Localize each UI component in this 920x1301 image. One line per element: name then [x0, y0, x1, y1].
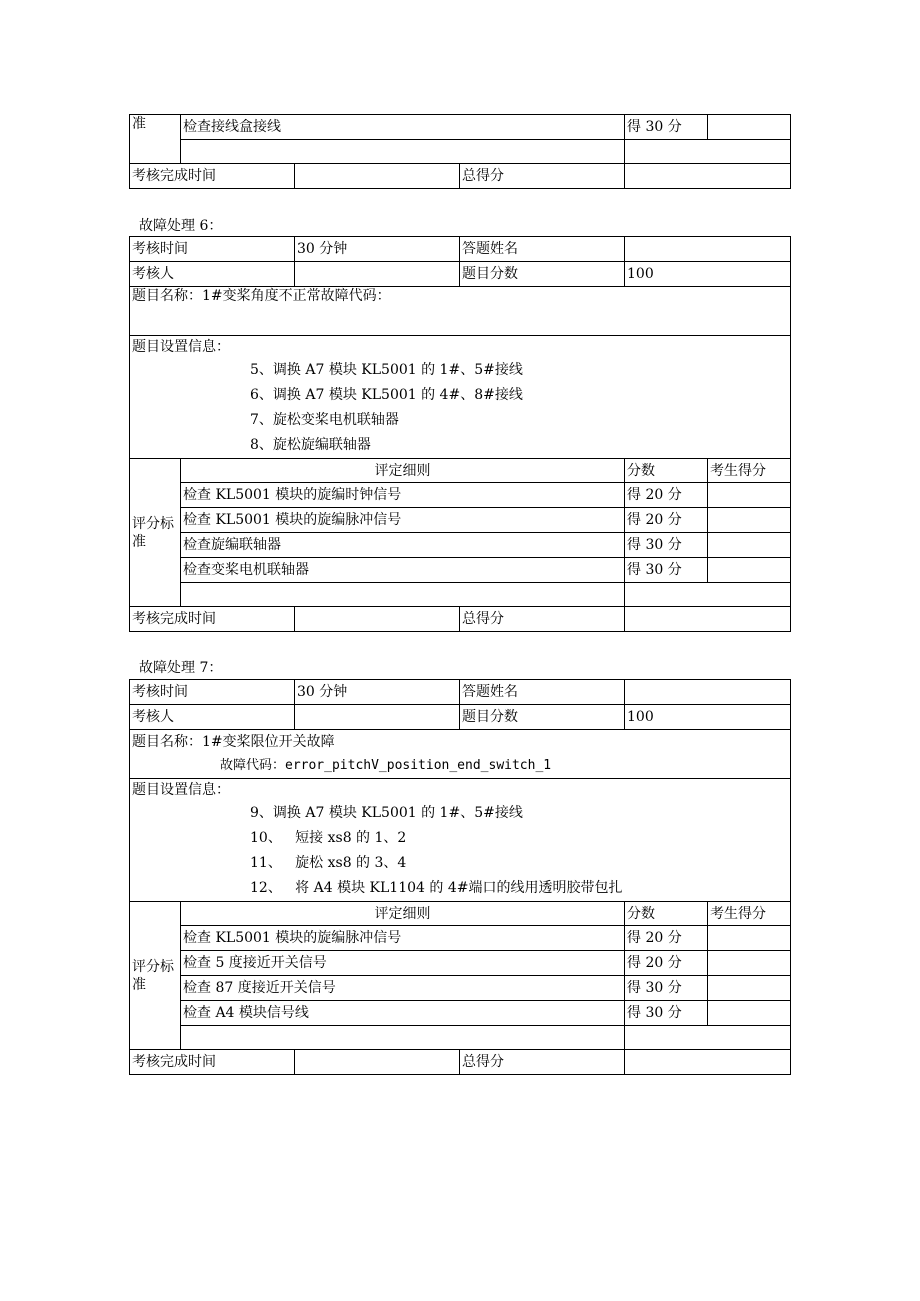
examiner-value[interactable] [295, 262, 460, 287]
criteria-item: 检查变桨电机联轴器 [181, 558, 625, 583]
answerer-name-label: 答题姓名 [460, 237, 625, 262]
criteria-score: 得 30 分 [625, 533, 708, 558]
points-header: 分数 [625, 459, 708, 483]
criteria-label: 评分标准 [130, 459, 181, 607]
criteria-score: 得 20 分 [625, 508, 708, 533]
setup-label: 题目设置信息： [132, 339, 230, 355]
setup-item: 8、旋松旋编联轴器 [250, 437, 371, 453]
criteria-score: 得 20 分 [625, 951, 708, 976]
fault-code: 故障代码：error_pitchV_position_end_switch_1 [220, 758, 552, 773]
criteria-empty-row [181, 1026, 625, 1050]
exam-time-value: 30 分钟 [295, 237, 460, 262]
criteria-item: 检查 A4 模块信号线 [181, 1001, 625, 1026]
criteria-item: 检查 KL5001 模块的旋编脉冲信号 [181, 926, 625, 951]
exam-time-label: 考核时间 [130, 680, 295, 705]
answerer-name-value[interactable] [625, 680, 791, 705]
fragment-table [129, 114, 791, 189]
points-header: 分数 [625, 902, 708, 926]
student-score-cell[interactable] [708, 1001, 791, 1026]
student-score-cell[interactable] [708, 926, 791, 951]
setup-label: 题目设置信息： [132, 782, 230, 798]
detail-header: 评定细则 [181, 902, 625, 926]
complete-time-value[interactable] [295, 1050, 460, 1075]
setup-item: 10、 短接 xs8 的 1、2 [250, 830, 407, 846]
examiner-label: 考核人 [130, 262, 295, 287]
criteria-item: 检查 KL5001 模块的旋编时钟信号 [181, 483, 625, 508]
answerer-name-value[interactable] [625, 237, 791, 262]
total-score-value[interactable] [625, 607, 791, 632]
criteria-empty-row [181, 140, 625, 164]
criteria-item: 检查接线盒接线 [181, 115, 625, 140]
question-score-value: 100 [625, 262, 791, 287]
section-heading: 故障处理 6： [139, 218, 223, 234]
complete-time-label: 考核完成时间 [130, 1050, 295, 1075]
question-score-label: 题目分数 [460, 705, 625, 730]
criteria-score: 得 30 分 [625, 558, 708, 583]
student-score-header: 考生得分 [708, 902, 791, 926]
complete-time-value[interactable] [295, 607, 460, 632]
criteria-label: 评分标准 [130, 902, 181, 1050]
question-score-value: 100 [625, 705, 791, 730]
criteria-empty-score [625, 583, 791, 607]
criteria-item: 检查 5 度接近开关信号 [181, 951, 625, 976]
exam-table [129, 236, 791, 632]
student-score-cell[interactable] [708, 558, 791, 583]
total-score-label: 总得分 [460, 1050, 625, 1075]
examiner-label: 考核人 [130, 705, 295, 730]
total-score-value[interactable] [625, 164, 791, 189]
setup-item: 6、调换 A7 模块 KL5001 的 4#、8#接线 [250, 387, 523, 403]
answerer-name-label: 答题姓名 [460, 680, 625, 705]
setup-info [130, 779, 791, 902]
setup-info [130, 336, 791, 459]
complete-time-value[interactable] [295, 164, 460, 189]
setup-item: 5、调换 A7 模块 KL5001 的 1#、5#接线 [250, 362, 523, 378]
question-title-text: 题目名称：1#变桨限位开关故障 [132, 734, 335, 750]
criteria-item: 检查 KL5001 模块的旋编脉冲信号 [181, 508, 625, 533]
section-heading: 故障处理 7： [139, 660, 223, 676]
student-score-cell[interactable] [708, 483, 791, 508]
complete-time-label: 考核完成时间 [130, 164, 295, 189]
setup-item: 7、旋松变桨电机联轴器 [250, 412, 399, 428]
criteria-score: 得 30 分 [625, 1001, 708, 1026]
criteria-label-cont: 准 [130, 115, 181, 164]
criteria-score: 得 20 分 [625, 926, 708, 951]
student-score-cell[interactable] [708, 976, 791, 1001]
setup-item: 9、调换 A7 模块 KL5001 的 1#、5#接线 [250, 805, 523, 821]
student-score-cell[interactable] [708, 951, 791, 976]
criteria-empty-score [625, 1026, 791, 1050]
question-title [130, 730, 791, 779]
setup-item: 11、 旋松 xs8 的 3、4 [250, 855, 407, 871]
total-score-value[interactable] [625, 1050, 791, 1075]
criteria-empty-row [181, 583, 625, 607]
complete-time-label: 考核完成时间 [130, 607, 295, 632]
exam-time-label: 考核时间 [130, 237, 295, 262]
criteria-empty-score [625, 140, 791, 164]
question-score-label: 题目分数 [460, 262, 625, 287]
criteria-score: 得 30 分 [625, 115, 708, 140]
student-score-cell[interactable] [708, 115, 791, 140]
criteria-item: 检查旋编联轴器 [181, 533, 625, 558]
student-score-cell[interactable] [708, 508, 791, 533]
exam-table [129, 679, 791, 1075]
setup-item: 12、 将 A4 模块 KL1104 的 4#端口的线用透明胶带包扎 [250, 880, 623, 896]
criteria-score: 得 20 分 [625, 483, 708, 508]
criteria-score: 得 30 分 [625, 976, 708, 1001]
student-score-header: 考生得分 [708, 459, 791, 483]
student-score-cell[interactable] [708, 533, 791, 558]
examiner-value[interactable] [295, 705, 460, 730]
question-title: 题目名称：1#变桨角度不正常故障代码： [130, 287, 791, 336]
exam-time-value: 30 分钟 [295, 680, 460, 705]
total-score-label: 总得分 [460, 607, 625, 632]
total-score-label: 总得分 [460, 164, 625, 189]
detail-header: 评定细则 [181, 459, 625, 483]
criteria-item: 检查 87 度接近开关信号 [181, 976, 625, 1001]
